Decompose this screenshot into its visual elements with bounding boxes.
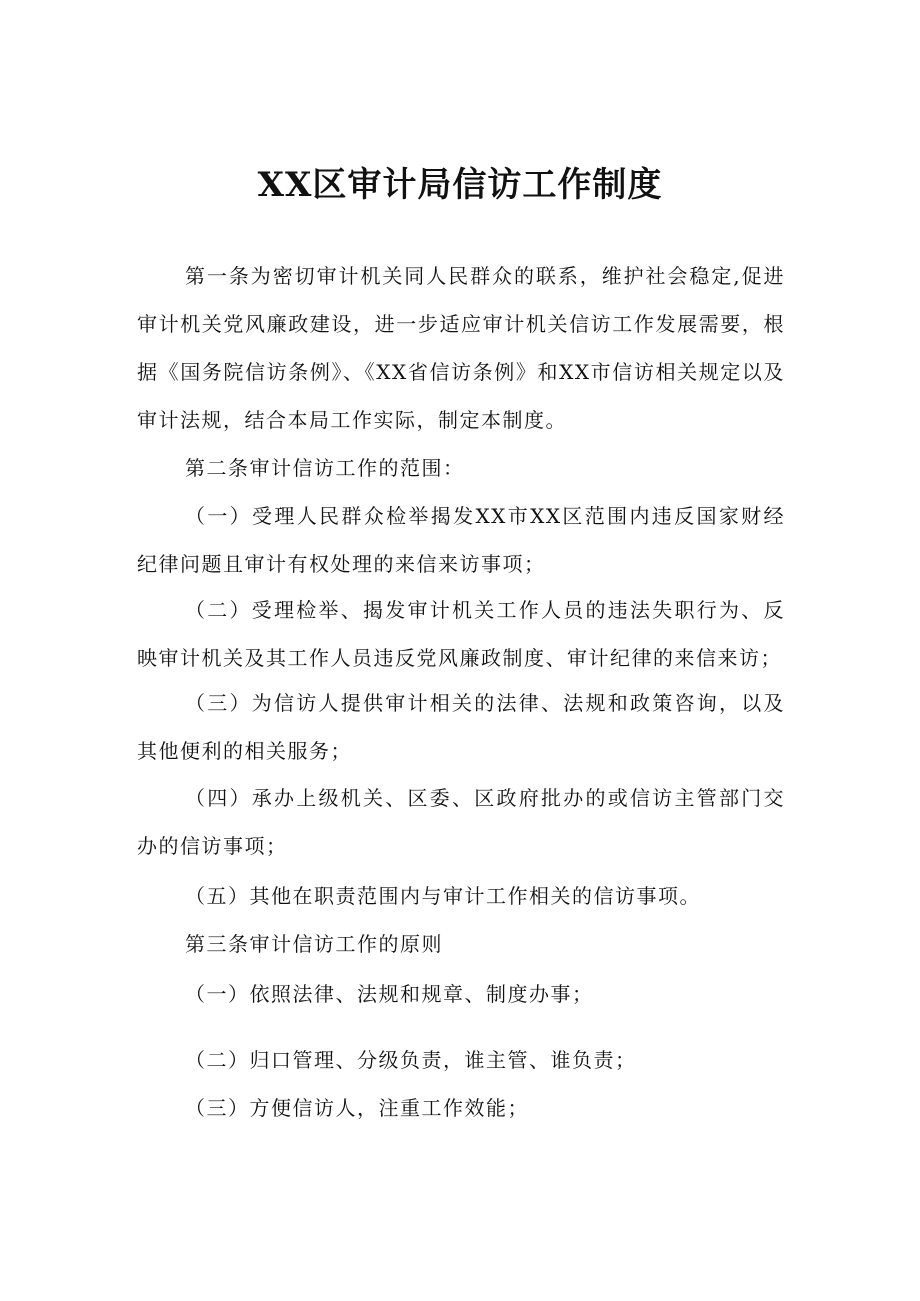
document-title: XX区审计局信访工作制度 bbox=[257, 165, 663, 205]
article-2-item-3: （三）为信访人提供审计相关的法律、法规和政策咨询，以及其他便利的相关服务； bbox=[137, 691, 785, 763]
article-2-item-5: （五）其他在职责范围内与审计工作相关的信访事项。 bbox=[185, 884, 701, 908]
article-3-item-3: （三）方便信访人，注重工作效能； bbox=[185, 1096, 529, 1120]
article-3-item-1: （一）依照法律、法规和规章、制度办事； bbox=[185, 982, 594, 1006]
article-3-heading: 第三条审计信访工作的原则 bbox=[185, 932, 443, 956]
article-3-item-2: （二）归口管理、分级负责，谁主管、谁负责； bbox=[185, 1048, 637, 1072]
article-2-heading: 第二条审计信访工作的范围： bbox=[185, 456, 465, 480]
article-2-item-1: （一）受理人民群众检举揭发XX市XX区范围内违反国家财经纪律问题且审计有权处理的来信来访事项； bbox=[137, 504, 785, 576]
article-2-item-4: （四）承办上级机关、区委、区政府批办的或信访主管部门交办的信访事项； bbox=[137, 786, 785, 858]
article-2-item-2: （二）受理检举、揭发审计机关工作人员的违法失职行为、反映审计机关及其工作人员违反党风廉政制度、审计纪律的来信来访； bbox=[137, 598, 785, 670]
article-1-paragraph: 第一条为密切审计机关同人民群众的联系，维护社会稳定,促进审计机关党风廉政建设，进一步适应审计机关信访工作发展需要，根据《国务院信访条例》、《XX省信访条例》和XX市信访相关规定以及审计法规，结合本局工作实际，制定本制度。 bbox=[137, 264, 785, 432]
